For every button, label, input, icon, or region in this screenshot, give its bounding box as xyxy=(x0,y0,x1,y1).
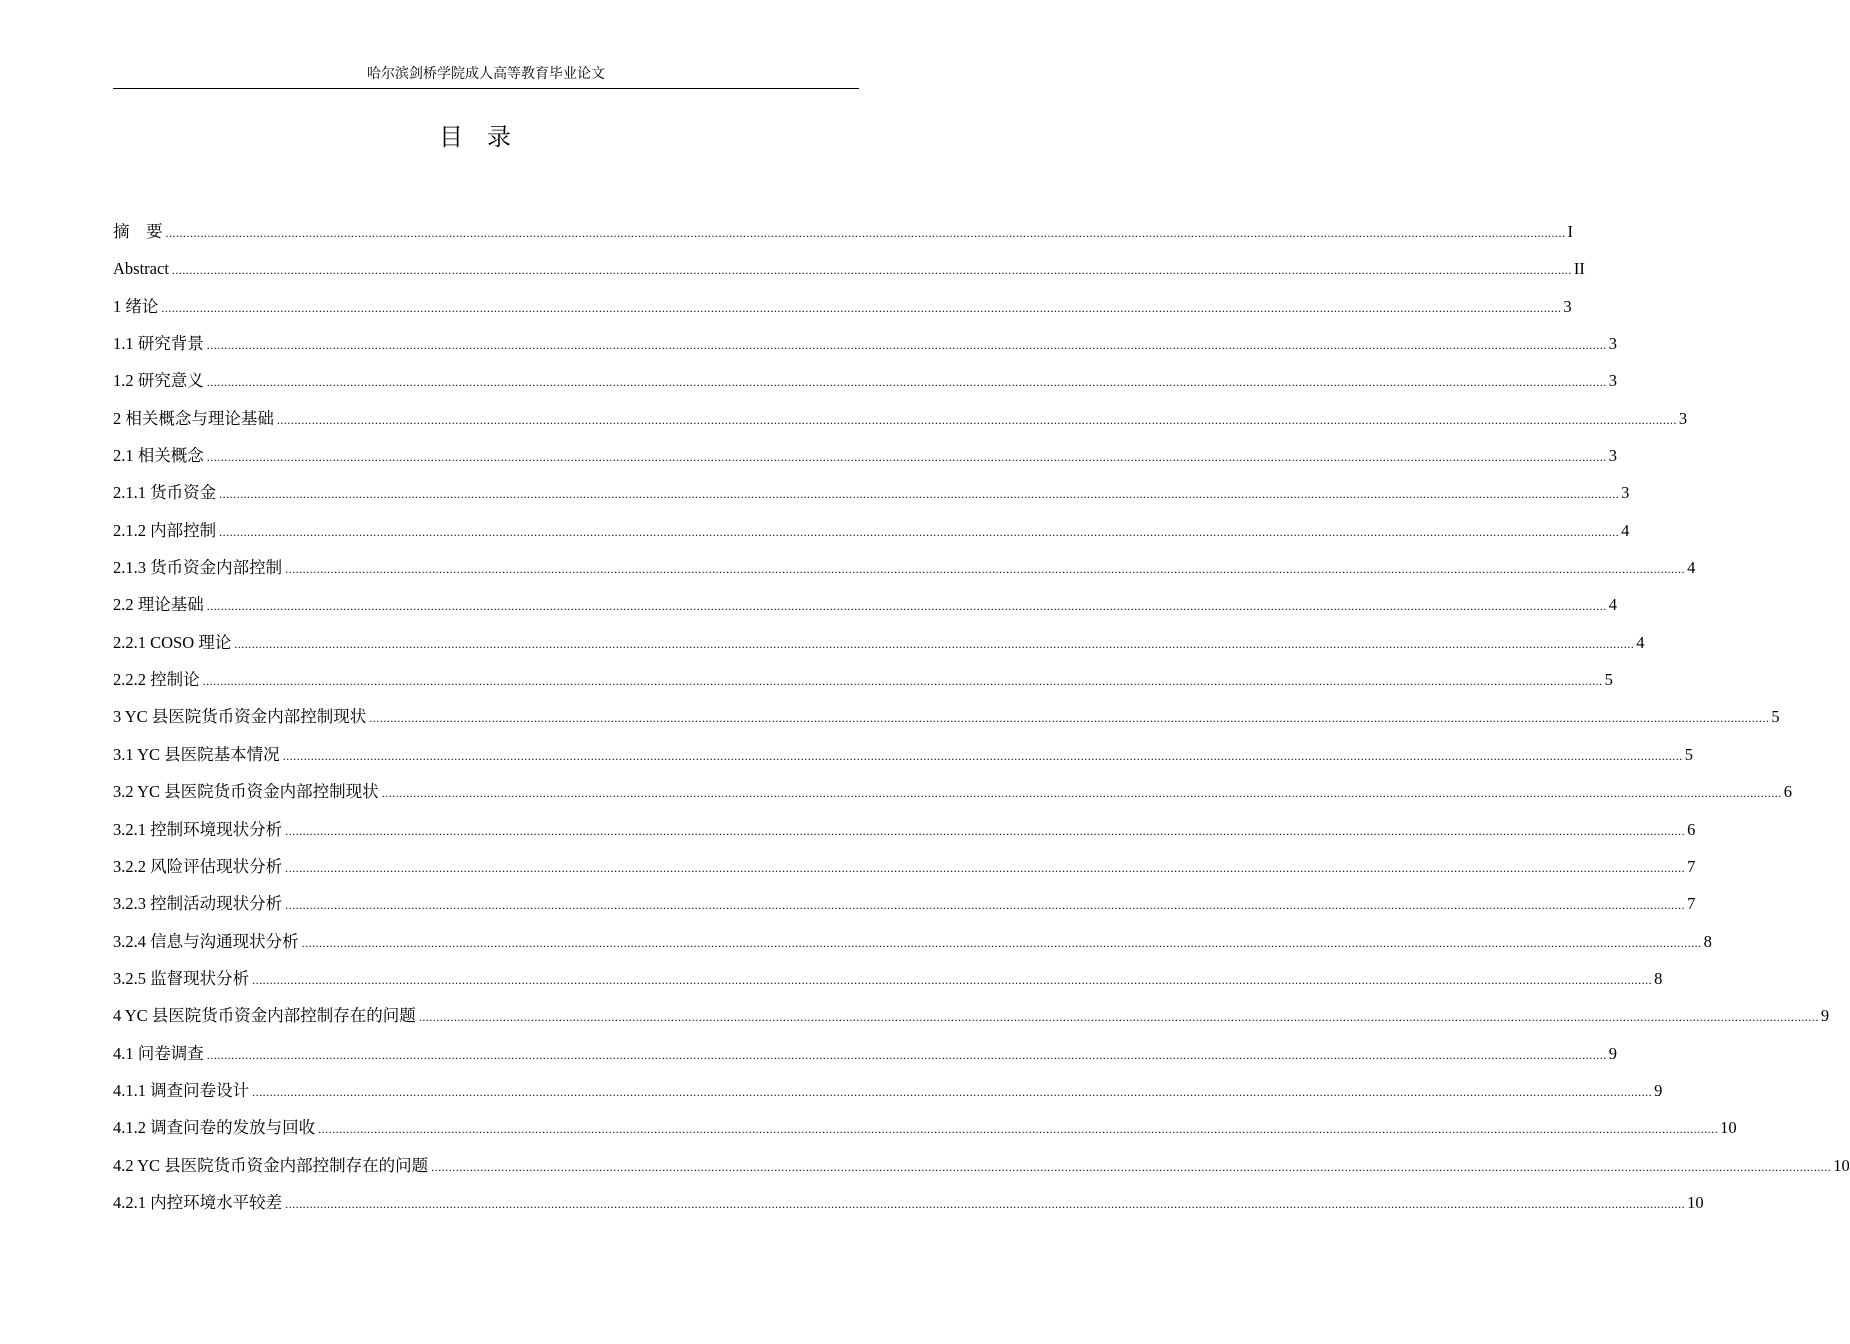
toc-entry-label: 4.1 问卷调查 xyxy=(113,1043,204,1063)
toc-entry[interactable] xyxy=(113,586,1617,623)
toc-entry[interactable] xyxy=(113,325,1617,362)
toc-entry[interactable] xyxy=(113,736,1693,773)
toc-entry-label: 2.2.1 COSO 理论 xyxy=(113,632,232,652)
toc-entry[interactable] xyxy=(113,1147,1850,1184)
toc-entry[interactable] xyxy=(113,773,1792,810)
toc-entry-label: 3.2.2 风险评估现状分析 xyxy=(113,856,283,876)
toc-leader-dots: ................................................................................................................................................................................................................................................................................................................................................................................................................ xyxy=(206,450,1607,465)
toc-entry-page: 7 xyxy=(1687,894,1696,914)
toc-entry-label: 3 YC 县医院货币资金内部控制现状 xyxy=(113,707,367,727)
toc-entry-label: 3.2.1 控制环境现状分析 xyxy=(113,819,283,839)
toc-entry[interactable] xyxy=(113,624,1645,661)
toc-entry-page: 8 xyxy=(1654,968,1663,988)
toc-leader-dots: ................................................................................................................................................................................................................................................................................................................................................................................................................ xyxy=(369,711,1770,726)
toc-entry-page: 7 xyxy=(1687,856,1696,876)
toc-entry-label: 3.1 YC 县医院基本情况 xyxy=(113,744,280,764)
toc-entry-label: 2.1.2 内部控制 xyxy=(113,520,217,540)
toc-entry-label: 1.1 研究背景 xyxy=(113,334,204,354)
toc-leader-dots: ................................................................................................................................................................................................................................................................................................................................................................................................................ xyxy=(206,1047,1607,1062)
toc-leader-dots: ................................................................................................................................................................................................................................................................................................................................................................................................................ xyxy=(234,636,1635,651)
toc-entry[interactable] xyxy=(113,923,1712,960)
toc-leader-dots: ................................................................................................................................................................................................................................................................................................................................................................................................................ xyxy=(418,1010,1819,1025)
toc-entry[interactable] xyxy=(113,698,1780,735)
toc-leader-dots: ................................................................................................................................................................................................................................................................................................................................................................................................................ xyxy=(318,1122,1719,1137)
toc-entry-page: 9 xyxy=(1820,1006,1830,1026)
toc-entry-label: 4.1.1 调查问卷设计 xyxy=(113,1080,250,1100)
toc-entry-page: 9 xyxy=(1608,1043,1617,1063)
toc-entry-page: I xyxy=(1567,222,1573,241)
toc-entry[interactable] xyxy=(113,400,1688,437)
toc-leader-dots: ................................................................................................................................................................................................................................................................................................................................................................................................................ xyxy=(285,898,1686,913)
toc-entry-page: 10 xyxy=(1687,1192,1704,1212)
toc-entry-page: II xyxy=(1573,259,1585,279)
toc-entry-label: 4.1.2 调查问卷的发放与回收 xyxy=(113,1118,316,1138)
toc-entry-label: 1 绪论 xyxy=(113,296,159,316)
toc-leader-dots: ................................................................................................................................................................................................................................................................................................................................................................................................................ xyxy=(282,748,1683,763)
toc-leader-dots: ................................................................................................................................................................................................................................................................................................................................................................................................................ xyxy=(276,412,1677,427)
toc-entry[interactable] xyxy=(113,437,1617,474)
toc-entry-page: 4 xyxy=(1687,558,1696,578)
toc-leader-dots: ................................................................................................................................................................................................................................................................................................................................................................................................................ xyxy=(285,562,1686,577)
toc-leader-dots: ................................................................................................................................................................................................................................................................................................................................................................................................................ xyxy=(285,1196,1686,1211)
toc-leader-dots: ................................................................................................................................................................................................................................................................................................................................................................................................................ xyxy=(285,860,1686,875)
toc-leader-dots: ................................................................................................................................................................................................................................................................................................................................................................................................................ xyxy=(301,935,1702,950)
toc-entry[interactable] xyxy=(113,549,1696,586)
page-title: 目录 xyxy=(439,125,535,151)
toc-entry-label: 4 YC 县医院货币资金内部控制存在的问题 xyxy=(113,1006,416,1026)
toc-entry[interactable] xyxy=(113,474,1630,511)
toc-leader-dots: ................................................................................................................................................................................................................................................................................................................................................................................................................ xyxy=(252,1084,1653,1099)
toc-entry-label: 4.2 YC 县医院货币资金内部控制存在的问题 xyxy=(113,1155,429,1175)
toc-entry-page: 10 xyxy=(1720,1118,1737,1138)
toc-entry[interactable] xyxy=(113,1072,1663,1109)
toc-entry-label: 3.2.5 监督现状分析 xyxy=(113,968,250,988)
toc-entry-page: 6 xyxy=(1687,819,1696,839)
toc-entry-page: 3 xyxy=(1678,408,1688,428)
toc-leader-dots: ................................................................................................................................................................................................................................................................................................................................................................................................................ xyxy=(206,599,1607,614)
toc-leader-dots: ................................................................................................................................................................................................................................................................................................................................................................................................................ xyxy=(161,300,1562,315)
toc-entry-page: 8 xyxy=(1703,931,1712,951)
header-text: 哈尔滨剑桥学院成人高等教育毕业论文 xyxy=(367,67,605,82)
toc-entry[interactable] xyxy=(113,250,1585,287)
toc-leader-dots: ................................................................................................................................................................................................................................................................................................................................................................................................................ xyxy=(206,375,1607,390)
toc-entry[interactable] xyxy=(113,997,1830,1034)
toc-entry-label: 1.2 研究意义 xyxy=(113,371,204,391)
toc-entry-page: 3 xyxy=(1563,296,1572,316)
toc-leader-dots: ................................................................................................................................................................................................................................................................................................................................................................................................................ xyxy=(431,1159,1832,1174)
toc-entry-page: 10 xyxy=(1833,1155,1850,1175)
toc-entry-page: 6 xyxy=(1783,782,1792,802)
toc-entry-page: 3 xyxy=(1608,334,1617,354)
toc-entry-page: 9 xyxy=(1654,1080,1663,1100)
toc-entry[interactable] xyxy=(113,885,1696,922)
toc-entry-page: 3 xyxy=(1608,446,1617,466)
toc-entry-label: 2 相关概念与理论基础 xyxy=(113,408,274,428)
toc-entry[interactable] xyxy=(113,288,1572,325)
toc-entry[interactable] xyxy=(113,213,1573,250)
toc-entry-page: 4 xyxy=(1636,632,1645,652)
toc-leader-dots: ................................................................................................................................................................................................................................................................................................................................................................................................................ xyxy=(219,487,1620,502)
page-header xyxy=(113,64,859,89)
toc-entry-label: 2.1 相关概念 xyxy=(113,446,204,466)
toc-leader-dots: ................................................................................................................................................................................................................................................................................................................................................................................................................ xyxy=(165,226,1566,240)
toc-entry-page: 3 xyxy=(1608,371,1617,391)
toc-entry-label: 2.1.3 货币资金内部控制 xyxy=(113,558,283,578)
toc-entry[interactable] xyxy=(113,960,1663,997)
toc-entry[interactable] xyxy=(113,362,1617,399)
toc-entry-label: 3.2.3 控制活动现状分析 xyxy=(113,894,283,914)
toc-leader-dots: ................................................................................................................................................................................................................................................................................................................................................................................................................ xyxy=(219,524,1620,539)
toc-entry-page: 5 xyxy=(1684,744,1693,764)
toc-leader-dots: ................................................................................................................................................................................................................................................................................................................................................................................................................ xyxy=(206,338,1607,353)
toc-entry-label: 摘 要 xyxy=(113,222,163,241)
toc-leader-dots: ................................................................................................................................................................................................................................................................................................................................................................................................................ xyxy=(285,823,1686,838)
toc-entry-label: Abstract xyxy=(113,259,169,279)
toc-entry[interactable] xyxy=(113,512,1630,549)
toc-entry-page: 5 xyxy=(1604,670,1613,690)
toc-entry[interactable] xyxy=(113,811,1696,848)
toc-entry[interactable] xyxy=(113,1035,1617,1072)
toc-entry-label: 2.1.1 货币资金 xyxy=(113,483,217,503)
toc-entry-label: 3.2.4 信息与沟通现状分析 xyxy=(113,931,299,951)
toc-entry[interactable] xyxy=(113,848,1696,885)
toc-leader-dots: ................................................................................................................................................................................................................................................................................................................................................................................................................ xyxy=(171,263,1572,278)
toc-entry[interactable] xyxy=(113,1184,1704,1221)
toc-leader-dots: ................................................................................................................................................................................................................................................................................................................................................................................................................ xyxy=(252,972,1653,987)
toc-leader-dots: ................................................................................................................................................................................................................................................................................................................................................................................................................ xyxy=(202,674,1603,689)
toc-entry-page: 3 xyxy=(1621,483,1630,503)
toc-entry[interactable] xyxy=(113,661,1613,698)
toc-entry-page: 5 xyxy=(1771,707,1780,727)
toc-entry-label: 3.2 YC 县医院货币资金内部控制现状 xyxy=(113,782,379,802)
toc-entry-label: 2.2 理论基础 xyxy=(113,595,204,615)
toc-entry-page: 4 xyxy=(1608,595,1617,615)
toc-entry[interactable] xyxy=(113,1109,1737,1146)
toc-entry-page: 4 xyxy=(1621,520,1630,540)
toc-entry-label: 4.2.1 内控环境水平较差 xyxy=(113,1192,283,1212)
table-of-contents xyxy=(113,213,1850,1221)
toc-entry-label: 2.2.2 控制论 xyxy=(113,670,200,690)
toc-leader-dots: ................................................................................................................................................................................................................................................................................................................................................................................................................ xyxy=(381,786,1782,801)
